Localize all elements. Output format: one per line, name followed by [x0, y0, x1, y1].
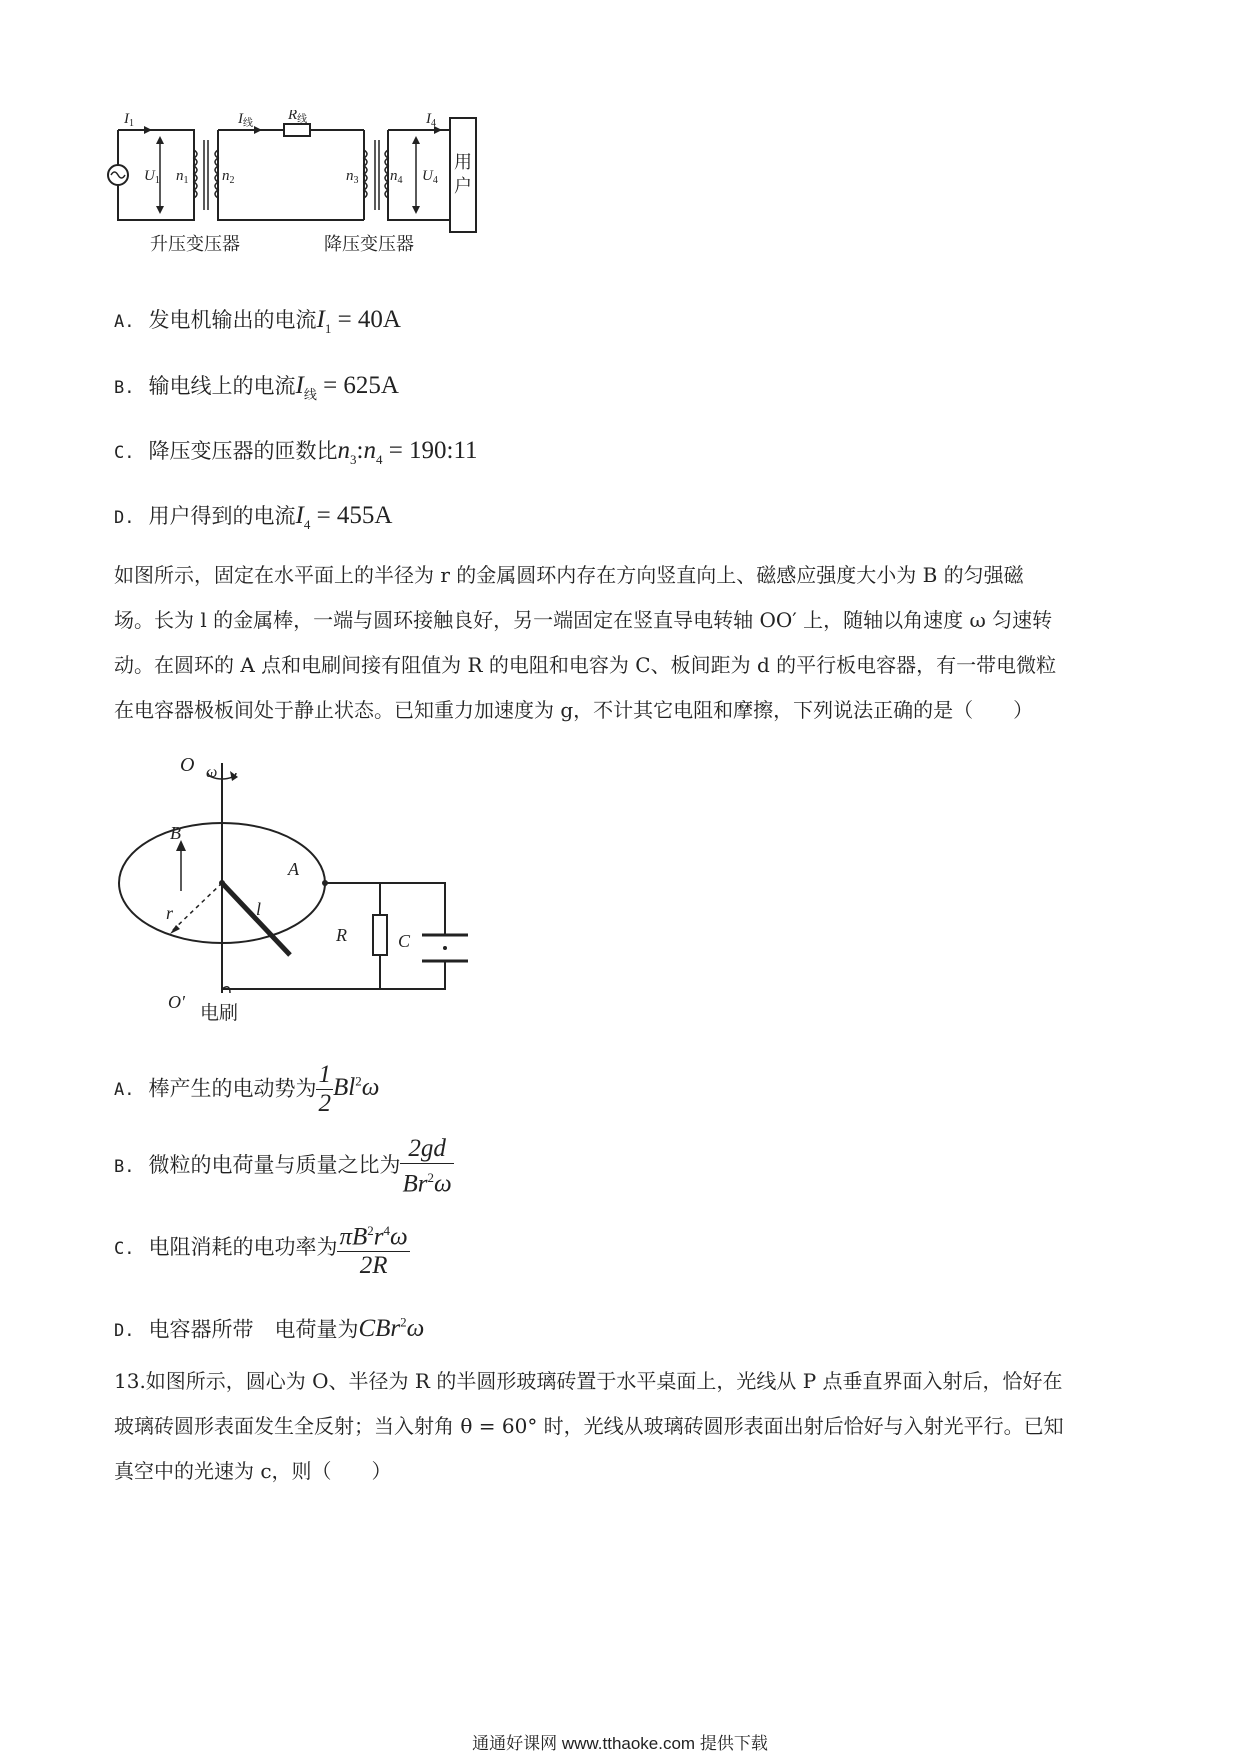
label-omega: ω — [206, 764, 218, 781]
label-n4: n — [390, 168, 398, 184]
label-I1: I — [124, 111, 129, 127]
svg-text:I4: $I_4$ — [426, 111, 436, 129]
label-U1: U — [144, 168, 155, 184]
q12-option-b: B. 微粒的电荷量与质量之比为 $\frac{2gd}{Br^2\omega}$ — [114, 1134, 452, 1198]
svg-text:U1: $U_1$ — [144, 168, 160, 186]
q12-option-a: A. 棒产生的电动势为 $\frac{1}{2}$ Bl$^2$ω — [114, 1061, 380, 1118]
label-O-prime: O′ — [168, 992, 185, 1012]
q11-option-c: C. 降压变压器的匝数比$n_3:n_4$ = 190:11 — [114, 437, 478, 467]
svg-text:R线: $R_线$ — [287, 110, 307, 125]
q11-option-a: A. 发电机输出的电流$I_1 = 40A$ — [114, 306, 401, 336]
rotating-rod-diagram — [110, 745, 510, 1035]
svg-text:n3: $n_3$ — [346, 168, 359, 186]
svg-text:n1: $n_1$ — [176, 168, 189, 186]
label-step-down: 降压变压器 — [324, 234, 414, 254]
label-I-line: I — [238, 111, 243, 127]
label-user-1: 用 — [454, 152, 472, 172]
q11-option-d: D. 用户得到的电流$I_4 = 455A$ — [114, 502, 393, 532]
label-user-2: 户 — [454, 176, 472, 196]
question-12-stem: 如图所示，固定在水平面上的半径为 r 的金属圆环内存在方向竖直向上、磁感应强度大小为 B 的匀强磁 场。长为 l 的金属棒，一端与圆环接触良好，另一端固定在竖直导电转轴 OO′ 上，随轴以角速度 ω 匀速转 动。在圆环的 A 点和电刷间接有阻值为 R 的电阻和电容为 C、板间距为 d 的平行板电容器，有一带电微粒 在电容器极板间处于静止状态。已知重力加速度为 g，不计其它电阻和摩擦，下列说法正确的是（ ） — [114, 563, 1057, 722]
q12-option-c: C. 电阻消耗的电功率为 $\frac{\pi B^2r^4\omega}{2R}$ — [114, 1215, 410, 1281]
svg-text:I线: $I_线$ — [238, 111, 253, 129]
label-step-up: 升压变压器 — [150, 234, 240, 254]
label-I4: I — [426, 111, 431, 127]
svg-text:n2: $n_2$ — [222, 168, 235, 186]
svg-text:n4: $n_4$ — [390, 168, 403, 186]
label-U4: U — [422, 168, 433, 184]
label-brush: 电刷 — [200, 1003, 239, 1024]
label-O: O — [180, 754, 195, 776]
page-footer: 通通好课网 www.tthaoke.com 提供下载 — [472, 1734, 768, 1753]
label-C: C — [398, 931, 411, 951]
label-n1: n — [176, 168, 184, 184]
q12-option-d: D. 电容器所带 电荷量为CBr$^2$ω — [114, 1315, 425, 1343]
label-R-line: R — [288, 110, 298, 123]
label-n3: n — [346, 168, 354, 184]
label-l: l — [256, 899, 262, 919]
svg-text:U4: $U_4$ — [422, 168, 438, 186]
svg-text:I1: $I_1$ — [124, 111, 134, 129]
label-n2: n — [222, 168, 230, 184]
label-r: r — [166, 903, 174, 923]
label-A: A — [288, 859, 299, 879]
transmission-circuit-diagram — [100, 110, 540, 260]
question-13-stem: 13.如图所示，圆心为 O、半径为 R 的半圆形玻璃砖置于水平桌面上，光线从 P 点垂直界面入射后，恰好在 玻璃砖圆形表面发生全反射；当入射角 θ = 60° 时，光线从玻璃砖圆形表面出射后恰好与入射光平行。已知 真空中的光速为 c，则（ ） — [114, 1369, 1064, 1483]
label-B: B — [170, 823, 181, 843]
label-R: R — [336, 925, 347, 945]
q11-option-b: B. 输电线上的电流$I_线 = 625A$ — [114, 372, 399, 402]
